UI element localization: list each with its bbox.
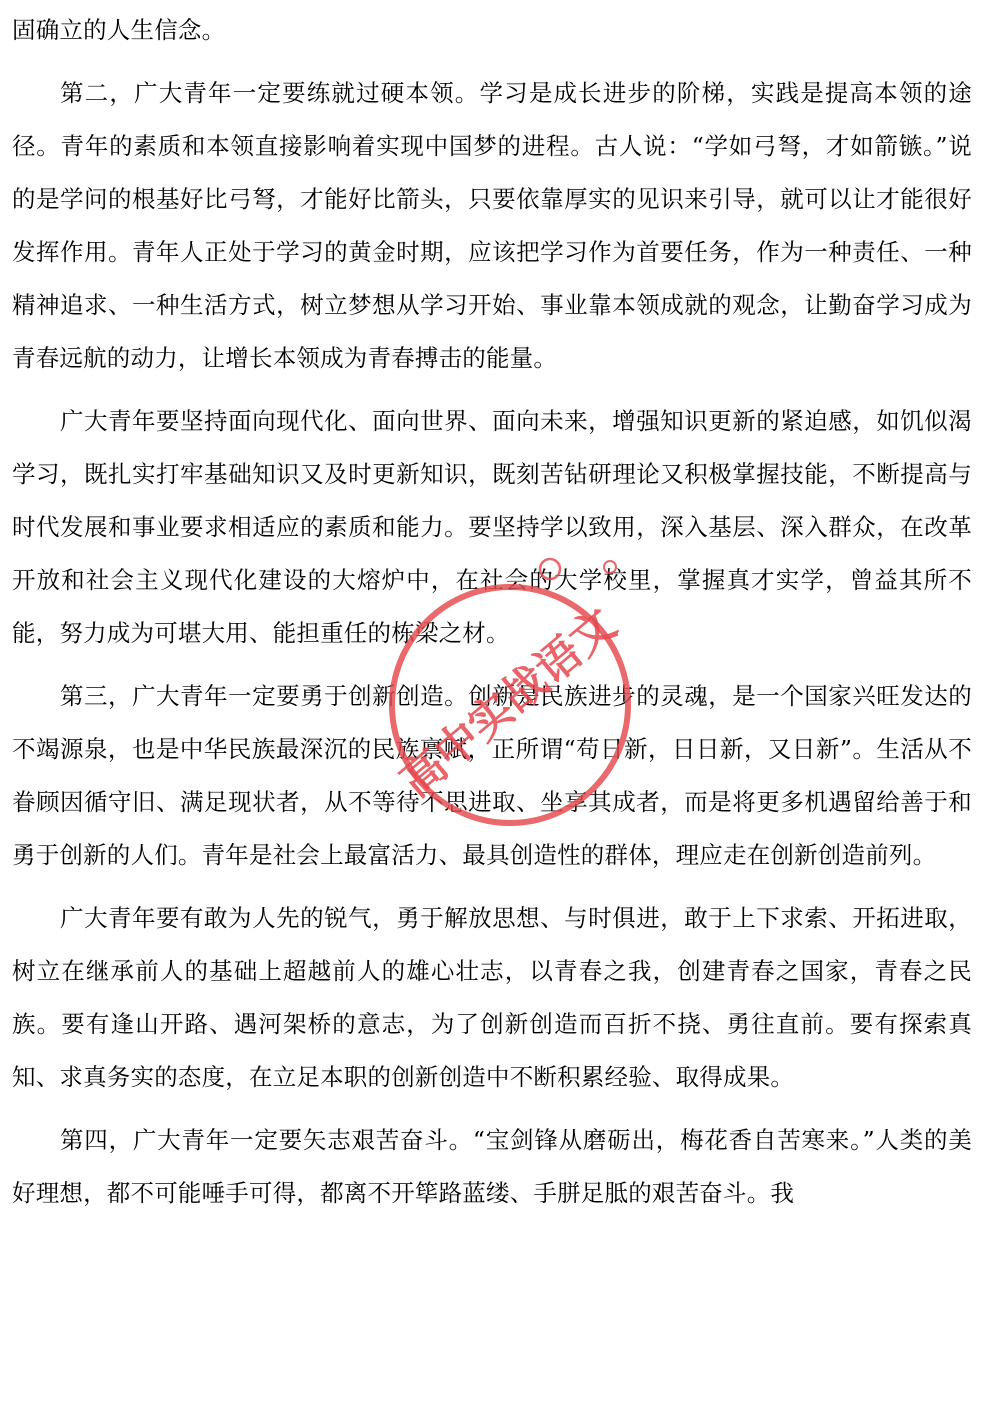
paragraph-5: 广大青年要有敢为人先的锐气，勇于解放思想、与时俱进，敢于上下求索、开拓进取，树立在继承前人的基础上超越前人的雄心壮志，以青春之我，创建青春之国家，青春之民族。要有逢山开路、遇河架桥的意志，为了创新创造而百折不挠、勇往直前。要有探索真知、求真务实的态度，在立足本职的创新创造中不断积累经验、取得成果。 — [12, 904, 972, 1091]
paragraph-1: 固确立的人生信念。 — [12, 16, 226, 44]
watermark-text: 高中实战语文 — [390, 598, 626, 808]
paragraph-6: 第四，广大青年一定要矢志艰苦奋斗。“宝剑锋从磨砺出，梅花香自苦寒来。”人类的美好理想，都不可能唾手可得，都离不开筚路蓝缕、手胼足胝的艰苦奋斗。我 — [12, 1126, 972, 1207]
paragraph-4: 第三，广大青年一定要勇于创新创造。创新是民族进步的灵魂，是一个国家兴旺发达的不竭源泉，也是中华民族最深沉的民族禀赋，正所谓“苟日新，日日新，又日新”。生活从不眷顾因循守旧、满足现状者，从不等待不思进取、坐享其成者，而是将更多机遇留给善于和勇于创新的人们。青年是社会上最富活力、最具创造性的群体，理应走在创新创造前列。 — [12, 682, 972, 869]
paragraph-3: 广大青年要坚持面向现代化、面向世界、面向未来，增强知识更新的紧迫感，如饥似渴学习，既扎实打牢基础知识又及时更新知识，既刻苦钻研理论又积极掌握技能，不断提高与时代发展和事业要求相适应的素质和能力。要坚持学以致用，深入基层、深入群众，在改革开放和社会主义现代化建设的大熔炉中，在社会的大学校里，掌握真才实学，曾益其所不能，努力成为可堪大用、能担重任的栋梁之材。 — [12, 407, 972, 647]
paragraph-2: 第二，广大青年一定要练就过硬本领。学习是成长进步的阶梯，实践是提高本领的途径。青年的素质和本领直接影响着实现中国梦的进程。古人说：“学如弓弩，才如箭镞。”说的是学问的根基好比弓弩，才能好比箭头，只要依靠厚实的见识来引导，就可以让才能很好发挥作用。青年人正处于学习的黄金时期，应该把学习作为首要任务，作为一种责任、一种精神追求、一种生活方式，树立梦想从学习开始、事业靠本领成就的观念，让勤奋学习成为青春远航的动力，让增长本领成为青春搏击的能量。 — [12, 79, 972, 372]
